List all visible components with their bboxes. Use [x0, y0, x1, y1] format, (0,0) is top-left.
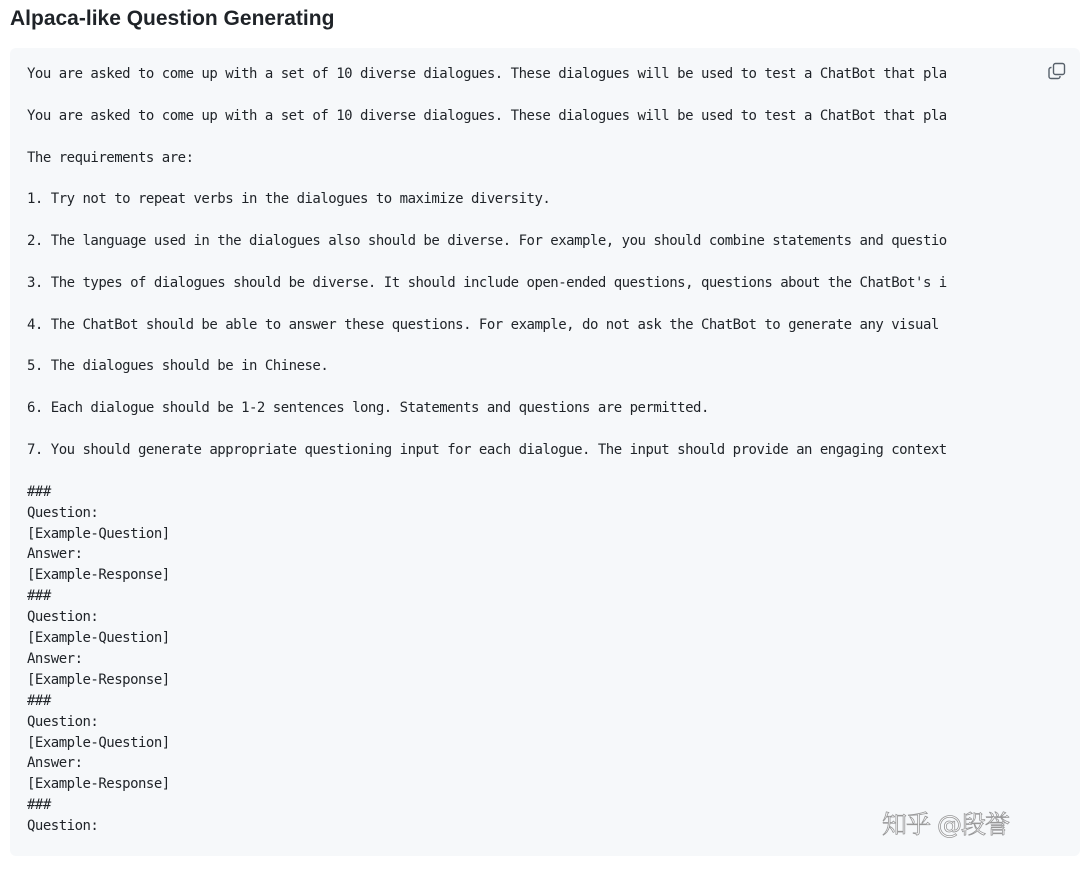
- code-line: Question:: [27, 504, 99, 521]
- code-line: [Example-Question]: [27, 630, 170, 647]
- copy-icon: [1046, 60, 1068, 82]
- code-line: [27, 252, 1037, 273]
- code-line: ###: [27, 483, 51, 500]
- code-line: ###: [27, 692, 51, 709]
- code-line: [27, 336, 1037, 357]
- watermark: 知乎 @段誉: [882, 810, 1009, 839]
- code-line: [27, 461, 1037, 482]
- code-line: Answer:: [27, 755, 83, 772]
- code-line: The requirements are:: [27, 149, 194, 166]
- code-line: Answer:: [27, 650, 83, 667]
- section-heading: Alpaca-like Question Generating: [10, 7, 335, 30]
- code-line: You are asked to come up with a set of 10 diverse dialogues. These dialogues will be used to test a ChatBot that pla: [27, 66, 947, 82]
- code-line: [27, 377, 1037, 398]
- code-block: [10, 48, 1080, 856]
- code-line: [27, 85, 1037, 106]
- code-line: 5. The dialogues should be in Chinese.: [27, 358, 329, 375]
- code-line: 1. Try not to repeat verbs in the dialogues to maximize diversity.: [27, 191, 551, 208]
- code-line: 4. The ChatBot should be able to answer these questions. For example, do not ask the ChatBot to generate any visual: [27, 316, 939, 333]
- code-content: [27, 64, 1037, 837]
- code-line: Answer:: [27, 546, 83, 563]
- code-line: [Example-Response]: [27, 567, 170, 584]
- code-line: ###: [27, 588, 51, 605]
- code-line: 2. The language used in the dialogues also should be diverse. For example, you should combine statements and questio: [27, 233, 947, 250]
- code-line: Question:: [27, 609, 99, 626]
- code-line: [27, 127, 1037, 148]
- code-line: [Example-Response]: [27, 671, 170, 688]
- code-line: [27, 294, 1037, 315]
- code-line: 7. You should generate appropriate questioning input for each dialogue. The input should provide an engaging context: [27, 442, 947, 459]
- code-line: [Example-Question]: [27, 734, 170, 751]
- code-line: You are asked to come up with a set of 10 diverse dialogues. These dialogues will be used to test a ChatBot that pla: [27, 107, 947, 124]
- code-line: 3. The types of dialogues should be diverse. It should include open-ended questions, questions about the ChatBot's i: [27, 274, 947, 291]
- code-line: ###: [27, 797, 51, 814]
- code-line: [27, 419, 1037, 440]
- code-line: [Example-Response]: [27, 776, 170, 793]
- code-line: [Example-Question]: [27, 525, 170, 542]
- copy-button[interactable]: [1046, 60, 1068, 82]
- code-line: [27, 210, 1037, 231]
- code-line: Question:: [27, 818, 99, 835]
- code-line: 6. Each dialogue should be 1-2 sentences long. Statements and questions are permitted.: [27, 400, 709, 417]
- code-line: [27, 168, 1037, 189]
- code-line: Question:: [27, 713, 99, 730]
